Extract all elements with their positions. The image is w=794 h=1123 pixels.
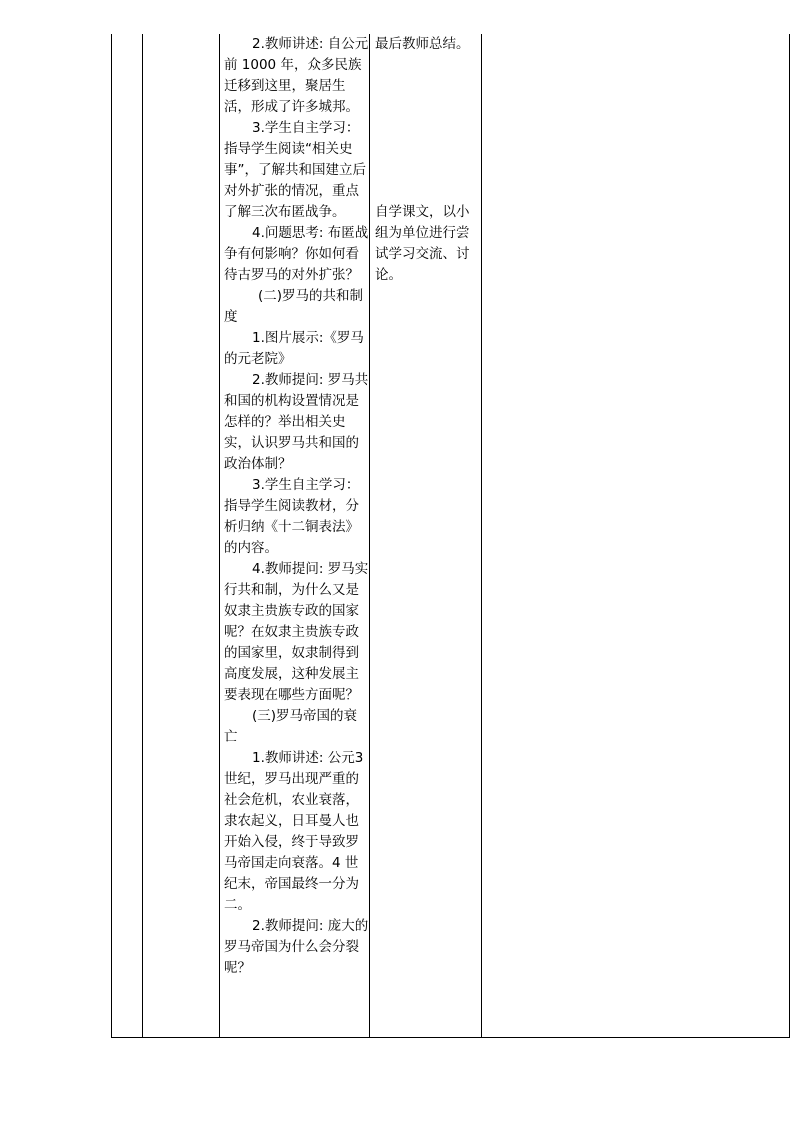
column-divider-4 bbox=[481, 34, 482, 1037]
content-paragraph: 1.教师讲述: 公元3 世纪，罗马出现严重的社会危机，农业衰落，隶农起义，日耳曼人也开始入侵，终于导致罗马帝国走向衰落。4 世纪末，帝国最终一分为二。 bbox=[224, 750, 364, 913]
content-paragraph: 2.教师提问: 罗马共和国的机构设置情况是怎样的？举出相关史实，认识罗马共和国的政治体制？ bbox=[224, 372, 369, 472]
content-paragraph: 2.教师提问: 庞大的罗马帝国为什么会分裂呢？ bbox=[224, 918, 369, 976]
content-paragraph: 4.教师提问: 罗马实行共和制，为什么又是奴隶主贵族专政的国家呢？在奴隶主贵族专政的国家里，奴隶制得到高度发展，这种发展主要表现在哪些方面呢？ bbox=[224, 561, 369, 703]
student-activity-cell bbox=[375, 34, 481, 286]
lesson-table bbox=[111, 34, 790, 1038]
column-divider-2 bbox=[219, 34, 220, 1037]
content-paragraph: 3.学生自主学习：指导学生阅读教材，分析归纳《十二铜表法》的内容。 bbox=[224, 477, 360, 556]
table-border-right bbox=[789, 34, 790, 1037]
content-paragraph: 3.学生自主学习：指导学生阅读“相关史事”，了解共和国建立后对外扩张的情况，重点了解三次布匿战争。 bbox=[224, 120, 366, 220]
content-paragraph: 2.教师讲述: 自公元前 1000 年，众多民族迁移到这里，聚居生活，形成了许多城邦。 bbox=[224, 36, 369, 115]
teacher-summary-text: 最后教师总结。 bbox=[375, 36, 470, 52]
column-divider-1 bbox=[142, 34, 143, 1037]
section-heading: (三)罗马帝国的衰亡 bbox=[224, 708, 358, 745]
student-activity-text: 自学课文，以小组为单位进行尝试学习交流、讨论。 bbox=[375, 204, 470, 283]
table-border-left bbox=[111, 34, 112, 1037]
content-paragraph: 4.问题思考: 布匿战争有何影响？你如何看待古罗马的对外扩张？ bbox=[224, 225, 369, 283]
teaching-content-cell bbox=[224, 34, 370, 979]
section-heading: (二)罗马的共和制度 bbox=[224, 288, 364, 325]
content-paragraph: 1.图片展示:《罗马的元老院》 bbox=[224, 330, 364, 367]
